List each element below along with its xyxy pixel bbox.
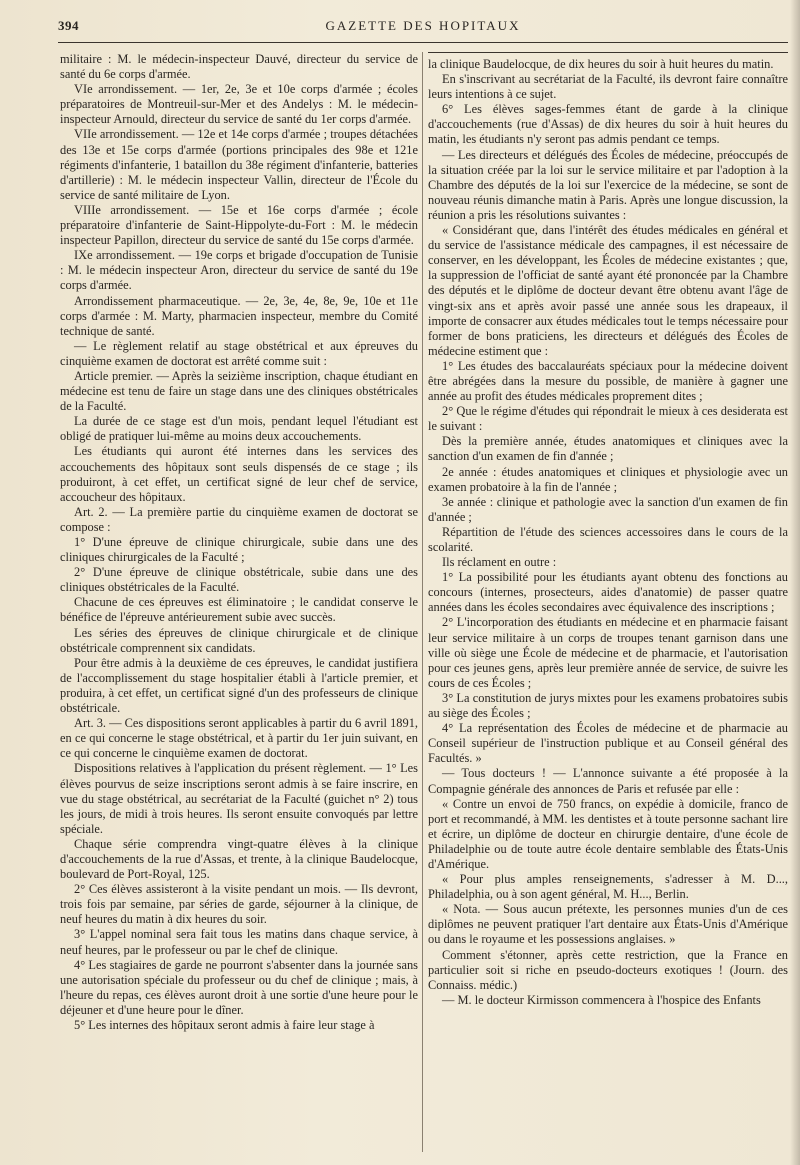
paragraph: VIIe arrondissement. — 12e et 14e corps d'armée ; troupes détachées des 13e et 15e corps d'armée (portions principales des 98e et 121e régiments d'infanterie, 1 bataillon du 38e régiment d'infanterie, batteries d'artillerie) : M. le médecin inspecteur Vallin, directeur de l'École du service de santé militaire de Lyon. — [60, 127, 418, 202]
paragraph: — Le règlement relatif au stage obstétrical et aux épreuves du cinquième examen de doctorat est arrêté comme suit : — [60, 338, 418, 368]
paragraph: 4° Les stagiaires de garde ne pourront s'absenter dans la journée sans une autorisation spéciale du professeur ou du chef de clinique ; mais, à l'heure du repas, ces élèves auront droit à une sortie d'une heure pour le déjeuner et d'une heure pour le dîner. — [60, 957, 418, 1017]
column-divider — [422, 52, 423, 1152]
page-number: 394 — [58, 18, 79, 33]
paragraph: Répartition de l'étude des sciences accessoires dans le cours de la scolarité. — [428, 524, 788, 554]
paragraph: 5° Les internes des hôpitaux seront admis à faire leur stage à — [74, 1018, 375, 1032]
paragraph: 1° D'une épreuve de clinique chirurgicale, subie dans une des cliniques chirurgicales de la Faculté ; — [60, 535, 418, 565]
paragraph: Les séries des épreuves de clinique chirurgicale et de clinique obstétricale comprennent six candidats. — [60, 625, 418, 655]
paragraph: VIe arrondissement. — 1er, 2e, 3e et 10e corps d'armée ; écoles préparatoires de Montreuil-sur-Mer et des Andelys : M. le médecin-inspecteur Arnould, directeur du service de santé du 1er corps d'armée. — [60, 82, 418, 127]
paragraph: « Considérant que, dans l'intérêt des études médicales en général et du service de l'assistance médicale des campagnes, il est nécessaire de conserver, en les développant, les Écoles de médecine existantes ; que, la suppression de l'officiat de santé ayant été prononcée par la Chambre des députés et le diplôme de docteur devant être obtenu avant l'âge de vingt-six ans et après avoir passé une année sous les drapeaux, il importe de consacrer aux études médicales tout le temps nécessaire pour former de bons praticiens, les directeurs et délégués des Écoles de médecine estiment que : — [428, 223, 788, 358]
journal-title: GAZETTE DES HOPITAUX — [325, 18, 521, 33]
paragraph: 2e année : études anatomiques et cliniques et physiologie avec un examen probatoire à la fin de l'année ; — [428, 464, 788, 494]
paragraph: 2° L'incorporation des étudiants en médecine et en pharmacie faisant leur service militaire à un corps de troupes tenant garnison dans une ville où siège une École de médecine et de pharmacie, et l'autorisation pour ces jeunes gens, après leur première année de service, de suivre les cours de ces Écoles ; — [428, 615, 788, 690]
paragraph: Ils réclament en outre : — [442, 555, 557, 570]
paragraph: 3° La constitution de jurys mixtes pour les examens probatoires subis au siège des Écoles ; — [428, 690, 788, 721]
page-edge-shadow — [790, 0, 800, 1165]
page-header — [58, 18, 788, 40]
paragraph: militaire : M. le médecin-inspecteur Dauvé, directeur du service de santé du 6e corps d'armée. — [60, 52, 418, 82]
paragraph: Chaque série comprendra vingt-quatre élèves à la clinique d'accouchements de la rue d'Assas, et trente, à la clinique Baudelocque, boulevard de Port-Royal, 125. — [60, 836, 418, 882]
header-rule — [58, 42, 788, 43]
paragraph: 4° La représentation des Écoles de médecine et de pharmacie au Conseil supérieur de l'instruction publique et au Conseil général des Facultés. » — [428, 721, 788, 766]
paragraph: « Contre un envoi de 750 francs, on expédie à domicile, franco de port et recommandé, à MM. les dentistes et à toute personne sachant lire et écrire, un diplôme de docteur en chirurgie dentaire, d'une école de Philadelphie ou de toute autre école dentaire semblable des États-Unis d'Amérique. — [428, 796, 788, 871]
paragraph: La durée de ce stage est d'un mois, pendant lequel l'étudiant est obligé de pratiquer lui-même au moins deux accouchements. — [60, 414, 418, 444]
paragraph: Les étudiants qui auront été internes dans les services des accouchements des hôpitaux sont seuls dispensés de ce stage ; ils produiront, à cet effet, un certificat signé de leur chef de service, accoucheur des hôpitaux. — [60, 444, 418, 504]
paragraph: la clinique Baudelocque, de dix heures du soir à huit heures du matin. — [428, 57, 774, 71]
paragraph: Dès la première année, études anatomiques et cliniques avec la sanction d'un examen de fin d'année ; — [428, 434, 788, 464]
paragraph: 2° D'une épreuve de clinique obstétricale, subie dans une des cliniques obstétricales de la Faculté. — [60, 565, 418, 595]
right-column — [428, 52, 788, 1157]
paragraph: 1° La possibilité pour les étudiants ayant obtenu des fonctions au concours (internes, prosecteurs, aides d'anatomie) de passer quatre années dans les écoles secondaires avec équivalence des inscriptions ; — [428, 570, 788, 615]
paragraph: 2° Ces élèves assisteront à la visite pendant un mois. — Ils devront, trois fois par semaine, par séries de garde, séjourner à la clinique, de neuf heures du matin à dix heures du soir. — [60, 882, 418, 927]
paragraph: Article premier. — Après la seizième inscription, chaque étudiant en médecine est tenu de faire un stage dans une des cliniques obstétricales de la Faculté. — [60, 368, 418, 414]
paragraph: « Nota. — Sous aucun prétexte, les personnes munies d'un de ces diplômes ne peuvent pratiquer l'art dentaire aux États-Unis d'Amérique ou dans le royaume et les possessions anglaises. » — [428, 902, 788, 947]
paragraph: En s'inscrivant au secrétariat de la Faculté, ils devront faire connaître leurs intentions à ce sujet. — [428, 72, 788, 102]
paragraph: 2° Que le régime d'études qui répondrait le mieux à ces desiderata est le suivant : — [428, 404, 788, 434]
paragraph: 3e année : clinique et pathologie avec la sanction d'un examen de fin d'année ; — [428, 494, 788, 524]
left-column — [60, 52, 418, 1157]
paragraph: 6° Les élèves sages-femmes étant de garde à la clinique d'accouchements (rue d'Assas) de dix heures du soir à huit heures du matin, les étudiants n'y seront pas admis pendant ce temps. — [428, 102, 788, 147]
paragraph: Arrondissement pharmaceutique. — 2e, 3e, 4e, 8e, 9e, 10e et 11e corps d'armée : M. Marty, pharmacien inspecteur, membre du Comité technique de santé. — [60, 293, 418, 338]
paragraph: « Pour plus amples renseignements, s'adresser à M. D..., Philadelphia, ou à son agent général, M. H..., Berlin. — [428, 872, 788, 902]
paragraph: Dispositions relatives à l'application du présent règlement. — 1° Les élèves pourvus de seize inscriptions seront admis à se faire inscrire, en vue du stage obstétrical, au secrétariat de la Faculté (guichet n° 2) tous les jours, de midi à trois heures. Ils seront ensuite convoqués par lettre spéciale. — [60, 761, 418, 836]
paragraph: Art. 3. — Ces dispositions seront applicables à partir du 6 avril 1891, en ce qui concerne le stage obstétrical, et à partir du 1er juin suivant, en ce qui concerne le cinquième examen de doctorat. — [60, 716, 418, 761]
paragraph: Pour être admis à la deuxième de ces épreuves, le candidat justifiera de l'accomplissement du stage hospitalier établi à l'article premier, et produira, à cet effet, un certificat signé d'un des professeurs de clinique obstétricale. — [60, 655, 418, 716]
paragraph: IXe arrondissement. — 19e corps et brigade d'occupation de Tunisie : M. le médecin inspecteur Aron, directeur du service de santé du 19e corps d'armée. — [60, 248, 418, 293]
paragraph: — M. le docteur Kirmisson commencera à l'hospice des Enfants — [442, 992, 761, 1007]
paragraph: — Tous docteurs ! — L'annonce suivante a été proposée à la Compagnie générale des annonces de Paris et refusée par elle : — [428, 766, 788, 796]
column-top-rule — [428, 52, 788, 53]
paragraph: 1° Les études des baccalauréats spéciaux pour la médecine doivent être abrégées dans la mesure du possible, de manière à gagner une année au profit des études médicales proprement dites ; — [428, 358, 788, 404]
paragraph: Comment s'étonner, après cette restriction, que la France en particulier soit si riche en pseudo-docteurs exotiques ! (Journ. des Connaiss. médic.) — [428, 947, 788, 992]
paragraph: Chacune de ces épreuves est éliminatoire ; le candidat conserve le bénéfice de l'épreuve antérieurement subie avec succès. — [60, 595, 418, 625]
paragraph: 3° L'appel nominal sera fait tous les matins dans chaque service, à neuf heures, par le professeur ou par le chef de clinique. — [60, 927, 418, 957]
paragraph: Art. 2. — La première partie du cinquième examen de doctorat se compose : — [60, 504, 418, 534]
paragraph: VIIIe arrondissement. — 15e et 16e corps d'armée ; école préparatoire d'infanterie de Saint-Hippolyte-du-Fort : M. le médecin inspecteur Papillon, directeur du service de santé du 15e corps d'armée. — [60, 202, 418, 248]
paragraph: — Les directeurs et délégués des Écoles de médecine, préoccupés de la situation créée par la loi sur le service militaire et par l'adoption à la Chambre des députés de la loi sur l'exercice de la médecine, se sont de nouveau réunis dimanche matin à Paris. Après une longue discussion, la réunion a pris les résolutions suivantes : — [428, 147, 788, 222]
